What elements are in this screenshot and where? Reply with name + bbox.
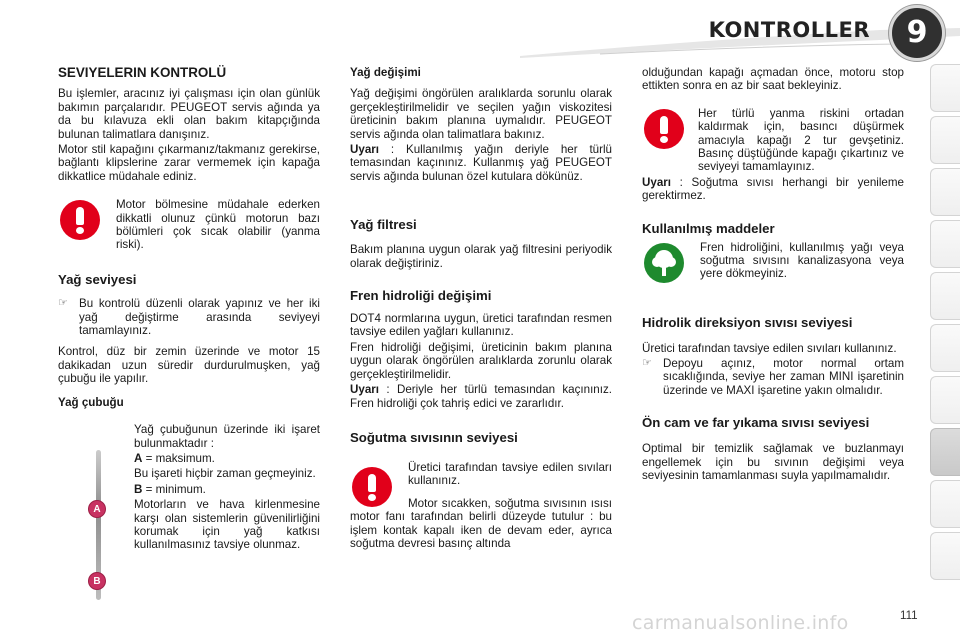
coolant-continued-text: olduğundan kapağı açmadan önce, motoru stop ettikten sonra en az bir saat bekleyiniz. xyxy=(642,66,904,93)
section-title-oil-change: Yağ değişimi xyxy=(350,66,421,79)
section-title-oil-filter: Yağ filtresi xyxy=(350,217,417,233)
warning-text: Motor bölmesine müdahale ederken dikkatli olunuz çünkü motorun bazı bölümleri çok sıcak olabilir (yanma riski). xyxy=(116,198,320,252)
brake-fluid-text-2: Fren hidroliği değişimi, üreticinin bakım planına uygun olarak öngörülen aralıklarda zorunlu olarak gerçekleştirilmelidir. xyxy=(350,340,612,381)
chapter-number-badge: 9 xyxy=(889,5,945,61)
bullet-text: Bu kontrolü düzenli olarak yapınız ve her iki yağ değiştirme arasında seviyeyi tamamlayınız. xyxy=(79,297,320,338)
oil-change-warning xyxy=(350,143,612,183)
coolant-warning xyxy=(350,461,612,515)
never-exceed-text: Bu işareti hiçbir zaman geçmeyiniz. xyxy=(134,467,316,481)
section-title-brake-fluid: Fren hidroliği değişimi xyxy=(350,288,492,304)
warning-label: Uyarı xyxy=(350,143,380,157)
cover-paragraph: Motor stil kapağını çıkarmanız/takmanız gerekirse, bağlantı klipslerine zarar vermemek için kapağa dikkatlice müdahale ediniz. xyxy=(58,143,320,183)
warning-label: Uyarı xyxy=(642,175,672,189)
marker-b-badge: B xyxy=(88,572,106,590)
section-title-steering-fluid: Hidrolik direksiyon sıvısı seviyesi xyxy=(642,314,853,330)
warning-exclamation-icon xyxy=(644,109,684,149)
chapter-tab[interactable] xyxy=(930,220,960,268)
mark-b-line xyxy=(134,483,320,496)
column-3 xyxy=(642,64,904,483)
chapter-tab[interactable] xyxy=(930,376,960,424)
chapter-tab[interactable] xyxy=(930,168,960,216)
marker-a-badge: A xyxy=(88,500,106,518)
washer-fluid-text: Optimal bir temizlik sağlamak ve buzlanmayı engellemek için bu sıvının değişimi veya seviyesinin tamamlanması suyla yapılmamalıdır. xyxy=(642,442,904,483)
pressure-warning-text: Her türlü yanma riskini ortadan kaldırmak için, basıncı düşürmek amacıyla kapağı 2 tur gevşetiniz. Basınç düştüğünde kapağı çıkartınız ve seviyeyi tamamlayınız. xyxy=(698,106,904,174)
section-title-oil-level: Yağ seviyesi xyxy=(58,272,137,288)
section-title-coolant: Soğutma sıvısının seviyesi xyxy=(350,429,518,445)
warning-body: : Soğutma sıvısı herhangi bir yenileme gerektirmez. xyxy=(642,175,904,203)
dipstick-description xyxy=(134,423,320,552)
steering-fluid-text: Üretici tarafından tavsiye edilen sıvıları kullanınız. xyxy=(642,341,897,355)
dipstick-marks-text: Yağ çubuğunun üzerinde iki işaret bulunmaktadır : xyxy=(134,423,320,450)
warning-exclamation-icon xyxy=(60,200,100,240)
steering-fluid-bullet xyxy=(642,357,904,397)
oil-level-bullet xyxy=(58,297,320,337)
tree-glyph xyxy=(644,243,684,283)
brake-fluid-text-1: DOT4 normlarına uygun, üretici tarafından resmen tavsiye edilen yağları kullanınız. xyxy=(350,312,612,339)
page-number: 111 xyxy=(900,609,918,622)
watermark: carmanualsonline.info xyxy=(632,612,849,634)
environment-notice xyxy=(642,241,904,295)
pressure-warning xyxy=(642,107,904,174)
chapter-tab[interactable] xyxy=(930,480,960,528)
environment-tree-icon xyxy=(644,243,684,283)
brake-fluid-warning xyxy=(350,383,612,410)
chapter-tab[interactable] xyxy=(930,532,960,580)
warning-body: : Kullanılmış yağın deriyle her türlü temasından kaçınınız. Kullanmış yağ PEUGEOT servis ağında bulunan özel kutulara dökünüz. xyxy=(350,143,612,183)
section-title-dipstick: Yağ çubuğu xyxy=(58,395,124,409)
section-title-used-products: Kullanılmış maddeler xyxy=(642,220,775,236)
chapter-tab[interactable] xyxy=(930,272,960,320)
intro-paragraph: Bu işlemler, aracınız iyi çalışması için olan günlük bakımın parçalarıdır. PEUGEOT servis ağında ya da bu kılavuza ekli olan bakım kitapçığında bulunan talimatlara danışınız. xyxy=(58,87,320,141)
chapter-tab[interactable] xyxy=(930,64,960,112)
mark-b-text: = minimum. xyxy=(142,482,206,496)
warning-exclamation-icon xyxy=(352,467,392,507)
dipstick-illustration xyxy=(72,450,114,600)
chapter-tab[interactable] xyxy=(930,324,960,372)
coolant-no-renew xyxy=(642,176,904,203)
mark-b-label: B xyxy=(134,482,143,496)
check-paragraph: Kontrol, düz bir zemin üzerinde ve motor 15 dakikadan uzun süredir durdurulmuşken, yağ çubuğu ile yapılır. xyxy=(58,345,320,386)
oil-change-text: Yağ değişimi öngörülen aralıklarda sorunlu olarak gerçekleştirilmelidir ve seçilen yağın viskozitesi üreticinin bakım planına uymalıdır. PEUGEOT servis ağında olan talimatlara bakınız. xyxy=(350,87,612,141)
section-title-levels: SEVIYELERIN KONTROLÜ xyxy=(58,65,227,80)
chapter-tab[interactable] xyxy=(930,116,960,164)
mark-a-label: A xyxy=(134,451,143,465)
mark-a-text: = maksimum. xyxy=(142,451,215,465)
column-2 xyxy=(350,64,612,551)
oil-filter-text: Bakım planına uygun olarak yağ filtresini periyodik olarak değiştiriniz. xyxy=(350,243,612,270)
chapter-title: KONTROLLER xyxy=(708,18,870,42)
section-title-washer-fluid: Ön cam ve far yıkama sıvısı seviyesi xyxy=(642,415,870,431)
pointing-hand-icon: ☞ xyxy=(642,357,652,370)
pointing-hand-icon: ☞ xyxy=(58,297,68,310)
chapter-tabs xyxy=(930,60,960,620)
warning-label: Uyarı xyxy=(350,383,380,397)
used-products-text: Fren hidroliğini, kullanılmış yağı veya soğutma sıvısını kanalizasyona veya yere dökmeyiniz. xyxy=(700,240,904,281)
coolant-text-2: Motor sıcakken, soğutma sıvısının ısısı motor fanı tarafından belirli düzeyde tutulur : bu işlem kontak kapalı iken de devam eder, ayrıca soğutma devresi basınç altında xyxy=(350,496,612,551)
additive-text: Motorların ve hava kirlenmesine karşı olan sistemlerin güvenilirliğini korumak için yağ katkısı kullanılmasınız tavsiye olunmaz. xyxy=(134,498,320,552)
mark-a-line xyxy=(134,452,320,465)
coolant-text-1: Üretici tarafından tavsiye edilen sıvıları kullanınız. xyxy=(408,460,612,488)
bullet-text: Depoyu açınız, motor normal ortam sıcaklığında, seviye her zaman MINI işaretinin üzerinde ve MAXI işaretine yakın olmalıdır. xyxy=(663,357,904,397)
header-band xyxy=(0,0,960,58)
engine-heat-warning xyxy=(58,198,320,252)
chapter-tab-active[interactable] xyxy=(930,428,960,476)
warning-body: : Deriyle her türlü temasından kaçınınız. Fren hidroliği çok tahriş edici ve zararlıdır. xyxy=(350,383,612,410)
